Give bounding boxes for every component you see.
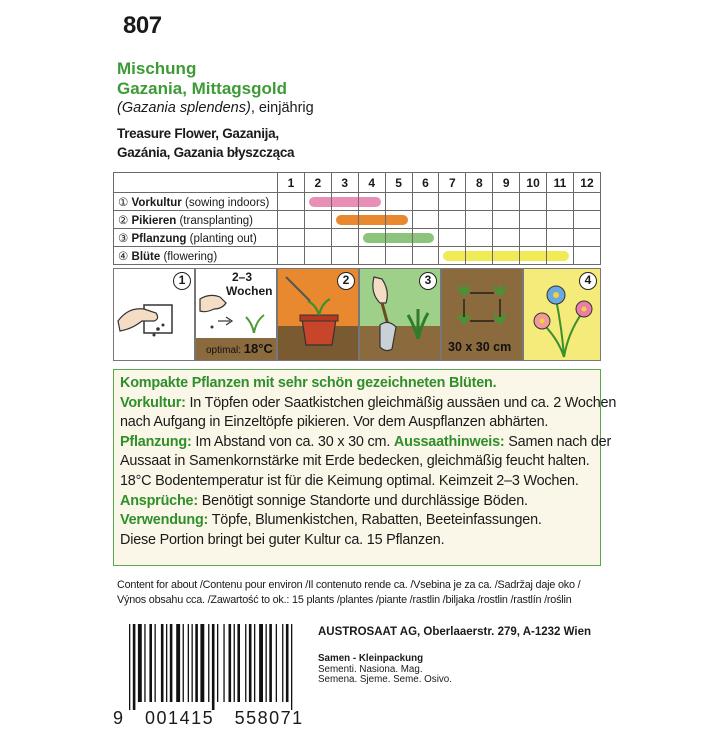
calendar-cell — [439, 247, 466, 265]
barcode-bar — [176, 624, 180, 702]
month-12: 12 — [573, 173, 600, 193]
packaging-line-2: Sementi. Nasiona. Mag. — [318, 663, 423, 675]
calendar-cell — [493, 211, 520, 229]
optimal-temperature — [196, 338, 276, 360]
month-2: 2 — [304, 173, 331, 193]
sowing-illustration — [113, 268, 195, 361]
packaging-line-1: Samen - Kleinpackung — [318, 653, 424, 664]
calendar-cell — [547, 211, 574, 229]
latin-name-line — [117, 100, 314, 116]
barcode-bar — [133, 624, 136, 710]
calendar-row-bluete — [114, 247, 601, 265]
vorkultur-line-2: nach Aufgang in Einzeltöpfe pikieren. Vor dem Auspflanzen abhärten. — [120, 414, 549, 431]
pflanzung-text: Im Abstand von ca. 30 x 30 cm. — [191, 433, 394, 450]
calendar-label — [114, 229, 278, 247]
calendar-cell — [278, 229, 305, 247]
verwendung-line — [120, 511, 594, 531]
barcode-bar — [276, 624, 277, 702]
common-names-1: Treasure Flower, Gazanija, — [117, 126, 279, 141]
calendar-label — [114, 247, 278, 265]
pricking-out-illustration — [277, 268, 359, 361]
calendar-label — [114, 211, 278, 229]
calendar-cell — [358, 229, 385, 247]
calendar-corner — [114, 173, 278, 193]
row-number: ③ — [118, 232, 129, 245]
barcode-number — [113, 708, 308, 729]
flowering-illustration — [523, 268, 601, 361]
calendar-period-bar — [520, 251, 546, 261]
calendar-cell — [412, 193, 439, 211]
barcode-bar — [234, 624, 235, 702]
title-line-2: Gazania, Mittagsgold — [117, 79, 288, 98]
barcode-bar — [245, 624, 246, 702]
latin-name: (Gazania splendens) — [117, 100, 251, 116]
barcode-bar — [170, 624, 173, 702]
ansprueche-line — [120, 492, 594, 512]
ansprueche-text: Benötigt sonnige Standorte und durchlässige Böden. — [197, 492, 528, 509]
calendar-cell — [358, 193, 385, 211]
calendar-cell — [278, 247, 305, 265]
calendar-cell — [304, 193, 331, 211]
barcode-bar — [212, 624, 215, 710]
calendar-cell — [304, 229, 331, 247]
calendar-period-bar — [359, 197, 381, 207]
description-box — [113, 369, 617, 566]
calendar-row-vorkultur — [114, 193, 601, 211]
calendar-cell — [466, 211, 493, 229]
aussaat-line-3: 18°C Bodentemperatur ist für die Keimung optimal. Keimzeit 2–3 Wochen. — [120, 472, 579, 489]
sowing-calendar — [113, 172, 601, 265]
germination-weeks: 2–3 — [232, 270, 253, 284]
barcode-bar — [269, 624, 272, 702]
step-badge-2: 2 — [337, 272, 355, 290]
calendar-cell — [573, 247, 600, 265]
calendar-row-pikieren — [114, 211, 601, 229]
calendar-cell — [385, 247, 412, 265]
step-badge-3: 3 — [419, 272, 437, 290]
calendar-cell — [520, 247, 547, 265]
calendar-cell — [278, 211, 305, 229]
barcode-bar — [188, 624, 189, 702]
barcode-bar — [155, 624, 156, 702]
row-label-en: (flowering) — [163, 250, 218, 263]
month-6: 6 — [412, 173, 439, 193]
barcode-group-1: 001415 — [145, 708, 215, 728]
calendar-cell — [466, 229, 493, 247]
calendar-table — [113, 172, 601, 265]
month-9: 9 — [493, 173, 520, 193]
month-7: 7 — [439, 173, 466, 193]
calendar-cell — [547, 193, 574, 211]
germination-weeks-label: Wochen — [226, 284, 273, 298]
row-label: Vorkultur — [131, 196, 182, 209]
verwendung-label: Verwendung: — [120, 512, 209, 529]
calendar-cell — [439, 229, 466, 247]
germination-illustration — [195, 268, 277, 361]
life-cycle: , einjährig — [250, 100, 314, 116]
barcode-bar — [149, 624, 152, 702]
calendar-period-bar — [547, 251, 569, 261]
calendar-cell — [520, 211, 547, 229]
planting-out-illustration — [359, 268, 441, 361]
calendar-cell — [520, 229, 547, 247]
calendar-cell — [412, 211, 439, 229]
calendar-period-bar — [413, 233, 435, 243]
barcode-bar — [237, 624, 240, 702]
portion-line: Diese Portion bringt bei guter Kultur ca. 15 Pflanzen. — [120, 531, 445, 548]
calendar-cell — [573, 193, 600, 211]
illustration-strip — [113, 268, 601, 361]
barcode-bar — [208, 624, 209, 702]
calendar-cell — [385, 211, 412, 229]
barcode-first-digit: 9 — [113, 708, 125, 728]
barcode-bar — [282, 624, 283, 702]
calendar-cell — [304, 247, 331, 265]
calendar-period-bar — [309, 197, 331, 207]
calendar-cell — [547, 247, 574, 265]
spacing-label: 30 x 30 cm — [448, 340, 512, 354]
barcode-bar — [223, 624, 224, 702]
packaging-line-3: Semena. Sjeme. Seme. Osivo. — [318, 674, 452, 685]
barcode-bar — [254, 624, 255, 702]
calendar-cell — [573, 229, 600, 247]
calendar-cell — [466, 193, 493, 211]
calendar-period-bar — [363, 233, 385, 243]
barcode-bar — [217, 624, 218, 702]
barcode — [115, 624, 305, 710]
calendar-cell — [412, 229, 439, 247]
calendar-cell — [547, 229, 574, 247]
barcode-bar — [200, 624, 204, 702]
row-number: ② — [118, 214, 129, 227]
row-label-en: (planting out) — [189, 232, 257, 245]
month-11: 11 — [547, 173, 574, 193]
calendar-cell — [304, 211, 331, 229]
month-3: 3 — [331, 173, 358, 193]
optimal-label: optimal: — [206, 345, 242, 356]
spacing-illustration — [441, 268, 523, 361]
barcode-bar — [259, 624, 263, 702]
pflanzung-line — [120, 433, 612, 453]
month-1: 1 — [278, 173, 305, 193]
calendar-cell — [358, 247, 385, 265]
row-label: Pikieren — [131, 214, 177, 227]
vorkultur-text-1: In Töpfen oder Saatkistchen gleichmäßig aussäen und ca. 2 Wochen — [185, 394, 617, 411]
month-5: 5 — [385, 173, 412, 193]
optimal-temp: 18°C — [243, 341, 273, 356]
verwendung-text: Töpfe, Blumenkistchen, Rabatten, Beeteinfassungen. — [208, 512, 542, 529]
row-label: Pflanzung — [131, 232, 187, 245]
calendar-cell — [493, 229, 520, 247]
calendar-cell — [439, 193, 466, 211]
barcode-bar — [166, 624, 167, 702]
aussaat-line-2: Aussaat in Samenkornstärke mit Erde bedecken, gleichmäßig feucht halten. — [120, 453, 590, 470]
row-label: Blüte — [131, 250, 161, 263]
month-4: 4 — [358, 173, 385, 193]
calendar-period-bar — [443, 251, 465, 261]
barcode-bar — [129, 624, 130, 710]
barcode-group-2: 558071 — [234, 708, 304, 728]
title-line-1: Mischung — [117, 59, 197, 78]
calendar-cell — [439, 211, 466, 229]
calendar-period-bar — [466, 251, 492, 261]
ansprueche-label: Ansprüche: — [120, 492, 198, 509]
barcode-bar — [144, 624, 145, 702]
aussaat-text-1: Samen nach der — [504, 433, 612, 450]
aussaat-label: Aussaathinweis: — [393, 433, 505, 450]
barcode-bar — [138, 624, 142, 702]
calendar-period-bar — [336, 215, 358, 225]
calendar-cell — [493, 247, 520, 265]
barcode-bar — [161, 624, 164, 702]
calendar-period-bar — [332, 197, 358, 207]
step-badge-1: 1 — [173, 272, 191, 290]
calendar-cell — [573, 211, 600, 229]
content-line-2: Výnos obsahu cca. /Zawartość to ok.: 15 plants /plantes /piante /rastlin /biljaka /rostlin /rastlín /roślin — [117, 594, 572, 606]
barcode-bar — [183, 624, 184, 702]
calendar-period-bar — [493, 251, 519, 261]
barcode-bar — [286, 624, 289, 702]
calendar-cell — [331, 211, 358, 229]
calendar-cell — [358, 211, 385, 229]
month-10: 10 — [520, 173, 547, 193]
vorkultur-label: Vorkultur: — [120, 394, 186, 411]
barcode-bar — [249, 624, 252, 702]
calendar-cell — [466, 247, 493, 265]
calendar-cell — [278, 193, 305, 211]
calendar-cell — [385, 193, 412, 211]
content-line-1: Content for about /Contenu pour environ /Il contenuto rende ca. /Vsebina je za ca. /Sadržaj daje oko / — [117, 579, 581, 591]
calendar-cell — [385, 229, 412, 247]
calendar-period-bar — [386, 233, 412, 243]
barcode-bar — [192, 624, 193, 702]
pflanzung-label: Pflanzung: — [120, 433, 192, 450]
company-address: AUSTROSAAT AG, Oberlaaerstr. 279, A-1232 Wien — [318, 626, 592, 638]
barcode-bar — [266, 624, 267, 702]
calendar-cell — [331, 247, 358, 265]
content-info — [117, 578, 580, 608]
calendar-header-row — [114, 173, 601, 193]
vorkultur-line-1 — [120, 394, 617, 414]
calendar-label — [114, 193, 278, 211]
row-label-en: (transplanting) — [179, 214, 253, 227]
calendar-cell — [520, 193, 547, 211]
barcode-bar — [229, 624, 232, 702]
calendar-cell — [412, 247, 439, 265]
month-8: 8 — [466, 173, 493, 193]
packaging-info — [318, 654, 452, 686]
calendar-period-bar — [386, 215, 408, 225]
calendar-cell — [331, 193, 358, 211]
calendar-period-bar — [359, 215, 385, 225]
row-label-en: (sowing indoors) — [184, 196, 270, 209]
common-names-2: Gazánia, Gazania błyszcząca — [117, 145, 295, 160]
barcode-bar — [195, 624, 198, 702]
description-headline: Kompakte Pflanzen mit sehr schön gezeichneten Blüten. — [120, 375, 497, 391]
product-code: 807 — [123, 12, 162, 39]
calendar-cell — [493, 193, 520, 211]
calendar-row-pflanzung — [114, 229, 601, 247]
step-badge-4: 4 — [579, 272, 597, 290]
row-number: ④ — [118, 250, 129, 263]
calendar-cell — [331, 229, 358, 247]
barcode-bar — [291, 624, 292, 710]
row-number: ① — [118, 196, 129, 209]
